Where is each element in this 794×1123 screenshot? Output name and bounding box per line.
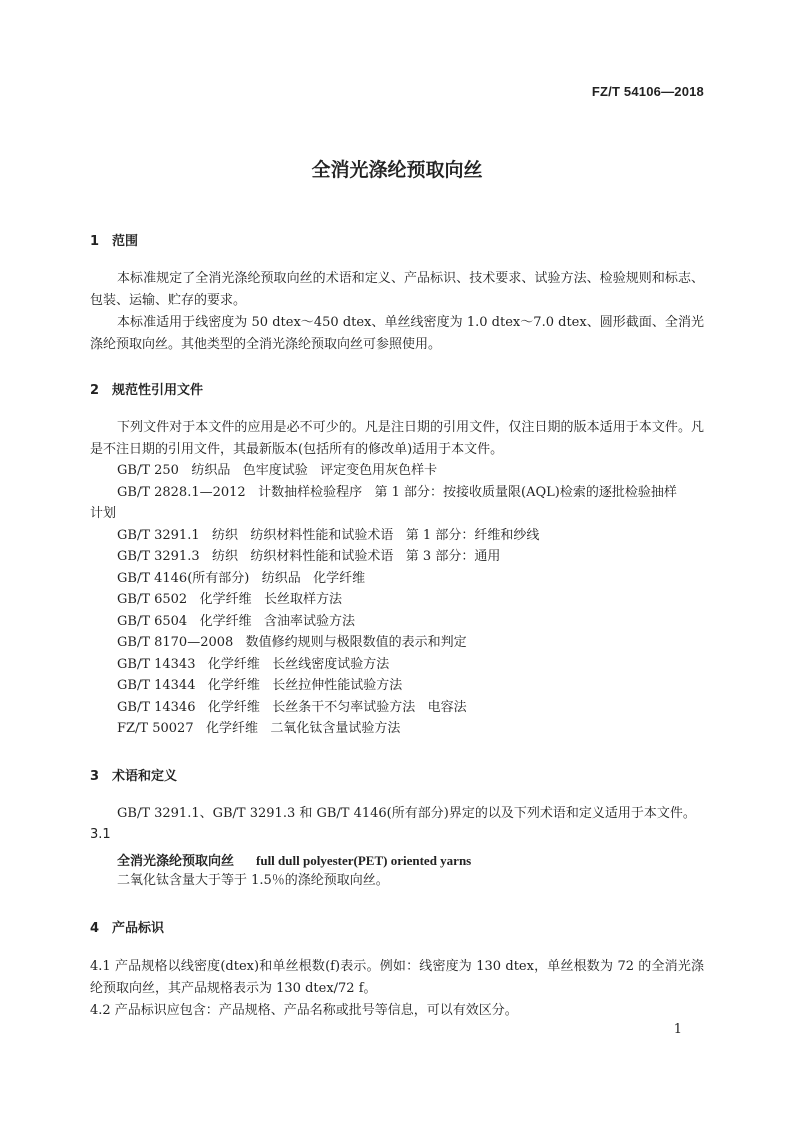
reference-item: GB/T 6502 化学纤维 长丝取样方法 [117, 592, 342, 607]
page-number: 1 [673, 1022, 682, 1037]
section-1-heading [90, 230, 138, 249]
section-2-heading [90, 379, 203, 398]
reference-item: FZ/T 50027 化学纤维 二氧化钛含量试验方法 [117, 721, 401, 736]
reference-item: GB/T 8170—2008 数值修约规则与极限数值的表示和判定 [117, 635, 467, 650]
section-title: 术语和定义 [112, 769, 178, 784]
section-4-heading [90, 917, 164, 936]
section-2-intro: 下列文件对于本文件的应用是必不可少的。凡是注日期的引用文件，仅注日期的版本适用于本文件。凡是不注日期的引用文件，其最新版本(包括所有的修改单)适用于本文件。 [90, 420, 704, 457]
subclause-number: 3.1 [90, 827, 111, 842]
reference-item: GB/T 14343 化学纤维 长丝线密度试验方法 [117, 657, 390, 672]
section-title: 范围 [112, 234, 139, 249]
term-english: full dull polyester(PET) oriented yarns [256, 853, 472, 868]
reference-item: GB/T 3291.3 纺织 纺织材料性能和试验术语 第 3 部分：通用 [117, 549, 501, 564]
reference-item: GB/T 14346 化学纤维 长丝条干不匀率试验方法 电容法 [117, 700, 467, 715]
clause-4-2: 4.2 产品标识应包含：产品规格、产品名称或批号等信息，可以有效区分。 [90, 1003, 518, 1018]
document-title: 全消光涤纶预取向丝 [311, 159, 483, 181]
section-number: 4 [90, 921, 100, 936]
term-chinese: 全消光涤纶预取向丝 [117, 854, 235, 869]
term-definition: 二氧化钛含量大于等于 1.5％的涤纶预取向丝。 [117, 873, 389, 888]
reference-item: GB/T 4146(所有部分) 纺织品 化学纤维 [117, 571, 366, 586]
reference-item: GB/T 2828.1—2012 计数抽样检验程序 第 1 部分：按接收质量限(AQL)检索的逐批检验抽样 [117, 485, 677, 500]
section-1-paragraph-1: 本标准规定了全消光涤纶预取向丝的术语和定义、产品标识、技术要求、试验方法、检验规则和标志、包装、运输、贮存的要求。 [90, 271, 704, 308]
clause-4-1: 4.1 产品规格以线密度(dtex)和单丝根数(f)表示。例如：线密度为 130 dtex，单丝根数为 72 的全消光涤纶预取向丝，其产品规格表示为 130 dtex/72 f。 [90, 959, 704, 996]
section-number: 2 [90, 383, 100, 398]
reference-item: GB/T 3291.1 纺织 纺织材料性能和试验术语 第 1 部分：纤维和纱线 [117, 528, 540, 543]
section-title: 产品标识 [112, 921, 165, 936]
reference-item-continuation: 计划 [90, 506, 117, 521]
section-1-paragraph-2: 本标准适用于线密度为 50 dtex～450 dtex、单丝线密度为 1.0 dtex～7.0 dtex、圆形截面、全消光涤纶预取向丝。其他类型的全消光涤纶预取向丝可参照使用。 [90, 315, 704, 352]
section-number: 3 [90, 769, 100, 784]
standard-code: FZ/T 54106—2018 [591, 84, 704, 99]
section-3-heading [90, 765, 177, 784]
reference-item: GB/T 6504 化学纤维 含油率试验方法 [117, 614, 355, 629]
section-3-intro: GB/T 3291.1、GB/T 3291.3 和 GB/T 4146(所有部分)界定的以及下列术语和定义适用于本文件。 [117, 806, 696, 821]
section-number: 1 [90, 234, 100, 249]
term-entry [117, 850, 471, 869]
reference-item: GB/T 250 纺织品 色牢度试验 评定变色用灰色样卡 [117, 463, 438, 478]
section-title: 规范性引用文件 [112, 383, 204, 398]
reference-item: GB/T 14344 化学纤维 长丝拉伸性能试验方法 [117, 678, 403, 693]
